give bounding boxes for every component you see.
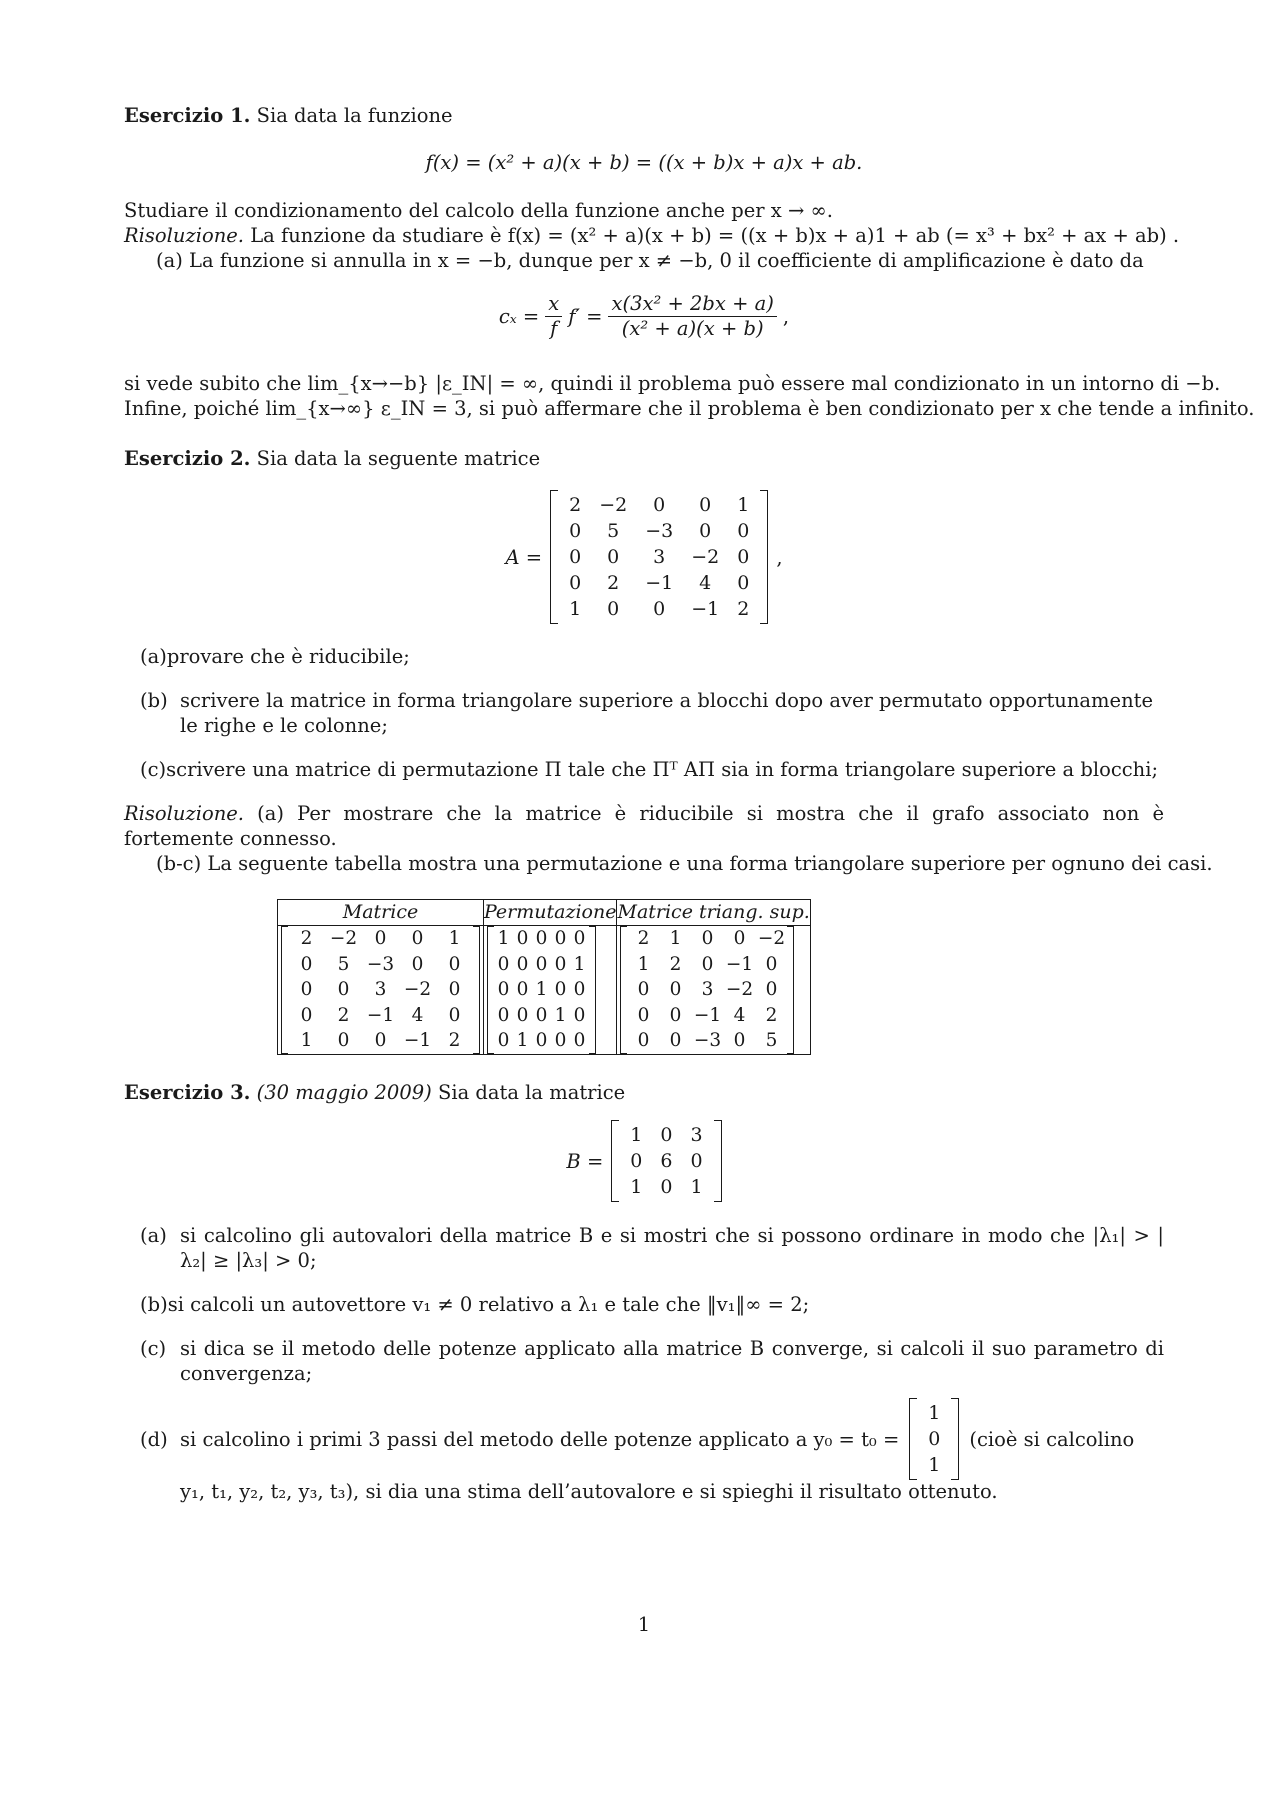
matrix-entry: 0 — [535, 928, 548, 949]
matrix-entry: 3 — [701, 979, 714, 1000]
item-label: (a) — [140, 645, 167, 668]
matrix-entry: 0 — [554, 928, 567, 949]
exercise-3-item-d-line-2: y₁, t₁, y₂, t₂, y₃, t₃), si dia una stima dell’autovalore e si spieghi il risultato ottenuto. — [180, 1480, 998, 1503]
matrix-row — [560, 518, 758, 544]
item-text: scrivere la matrice in forma triangolare superiore a blocchi dopo aver permutato opportunamente le righe e le colonne; — [180, 689, 1154, 737]
matrix-entry: 0 — [669, 1030, 682, 1051]
matrix-entry: −1 — [366, 1004, 395, 1026]
item-label: (a) — [140, 1224, 167, 1247]
matrix-row — [494, 977, 589, 1003]
item-text-after: (cioè si calcolino — [969, 1427, 1135, 1451]
left-bracket — [550, 490, 558, 624]
item-text: si calcoli un autovettore v₁ ≠ 0 relativo a λ₁ e tale che ‖v₁‖∞ = 2; — [167, 1293, 810, 1316]
matrix-entry: 1 — [630, 1124, 643, 1146]
matrix-entry: 1 — [669, 928, 682, 949]
page-number: 1 — [637, 1613, 651, 1636]
matrix-entry: 1 — [690, 1176, 703, 1198]
matrix-entry: 0 — [374, 928, 387, 949]
matrix-entry: 0 — [535, 1030, 548, 1051]
right-bracket — [951, 1398, 959, 1480]
matrix-entry: 0 — [497, 953, 510, 975]
exercise-1-line-2: Infine, poiché lim_{x→∞} ε_IN = 3, si può affermare che il problema è ben condizionato per x che tende a infinito. — [124, 397, 1255, 420]
matrix-entry: 6 — [660, 1150, 673, 1172]
matrix-row — [288, 1003, 473, 1029]
matrix-entry: 0 — [733, 1030, 746, 1051]
matrix-row — [288, 926, 473, 952]
solution-text: (a) Per mostrare che la matrice è riducibile si mostra che il grafo associato non è fortemente connesso. — [124, 802, 1164, 850]
table-cell-permutazione — [484, 926, 617, 1055]
matrix-entry: −3 — [366, 953, 395, 975]
matrix-row — [621, 1122, 711, 1148]
matrix-a-label: A = — [505, 545, 543, 569]
matrix-entry: 0 — [928, 1428, 941, 1450]
matrix-entry: 1 — [516, 1030, 529, 1051]
matrix-row — [494, 1028, 589, 1054]
exercise-3-item-a — [140, 1223, 1164, 1273]
matrix-entry: 0 — [573, 1004, 586, 1026]
cx-mid: f′ = — [568, 305, 603, 328]
matrix-entry: 0 — [573, 928, 586, 949]
matrix-entry: 0 — [300, 953, 313, 975]
item-label: (b) — [140, 1293, 168, 1316]
matrix-entry: 0 — [497, 1004, 510, 1026]
exercise-3-title: Esercizio 3. — [124, 1081, 251, 1104]
matrix-entry: 0 — [637, 1004, 650, 1026]
matrix-entry: 0 — [630, 1150, 643, 1172]
matrix-entry: 5 — [765, 1030, 778, 1051]
permutation-table — [277, 899, 811, 1055]
matrix-entry: −2 — [599, 494, 628, 516]
matrix-entry: 3 — [653, 546, 666, 568]
matrix-row — [560, 492, 758, 518]
matrix-entry: 0 — [374, 1030, 387, 1051]
matrix-entry: 0 — [411, 928, 424, 949]
table-header: Permutazione — [484, 900, 617, 926]
exercise-3-intro: Sia data la matrice — [437, 1081, 626, 1104]
exercise-3-date: (30 maggio 2009) — [256, 1081, 432, 1104]
exercise-2-item-b — [140, 688, 1164, 738]
matrix-entry: 1 — [928, 1402, 941, 1424]
table-header: Matrice — [278, 900, 484, 926]
matrix-entry: 0 — [411, 953, 424, 975]
exercise-1-line-1: si vede subito che lim_{x→−b} |ε_IN| = ∞, quindi il problema può essere mal condizionato in un intorno di −b. — [124, 372, 1221, 395]
exercise-1-task: Studiare il condizionamento del calcolo della funzione anche per x → ∞. — [124, 199, 833, 222]
matrix-entry: 2 — [637, 928, 650, 949]
matrix-entry: 2 — [337, 1004, 350, 1026]
matrix-row — [919, 1400, 949, 1426]
matrix-entry: 1 — [535, 979, 548, 1000]
item-label: (c) — [140, 758, 167, 781]
right-bracket — [760, 490, 768, 624]
matrix-entry: 2 — [737, 598, 750, 620]
matrix-entry: −1 — [725, 953, 754, 975]
matrix-entry: 0 — [554, 979, 567, 1000]
matrix-entry: 0 — [337, 1030, 350, 1051]
matrix-b-display — [124, 1120, 1164, 1202]
matrix-entry: 2 — [569, 494, 582, 516]
matrix-entry: 1 — [554, 1004, 567, 1026]
matrix-entry: 4 — [733, 1004, 746, 1026]
item-text: provare che è riducibile; — [166, 645, 410, 668]
item-label: (c) — [140, 1337, 167, 1360]
matrix-entry: 0 — [516, 953, 529, 975]
matrix-a-display — [124, 490, 1164, 624]
matrix-entry: 0 — [699, 520, 712, 542]
matrix-entry: 0 — [637, 979, 650, 1000]
matrix-entry: 1 — [573, 953, 586, 975]
matrix-entry: 0 — [535, 1004, 548, 1026]
matrix-entry: 1 — [300, 1030, 313, 1051]
matrix-entry: 2 — [607, 572, 620, 594]
matrix-row — [919, 1426, 949, 1452]
matrix-entry: 0 — [516, 1004, 529, 1026]
exercise-1-formula: f(x) = (x² + a)(x + b) = ((x + b)x + a)x + ab. — [425, 151, 863, 174]
exercise-2-solution-bc: (b-c) La seguente tabella mostra una permutazione e una forma triangolare superiore per ognuno dei casi. — [156, 852, 1213, 875]
matrix-entry: 1 — [737, 494, 750, 516]
matrix-entry: 0 — [569, 520, 582, 542]
right-bracket — [714, 1120, 722, 1202]
exercise-3-item-b — [140, 1292, 809, 1317]
matrix-entry: 2 — [669, 953, 682, 975]
fraction-x-over-f — [545, 292, 562, 341]
matrix-entry: 0 — [554, 1030, 567, 1051]
matrix-row — [919, 1452, 949, 1478]
item-text: scrivere una matrice di permutazione Π tale che Πᵀ AΠ sia in forma triangolare superiore a blocchi; — [166, 758, 1159, 781]
matrix-entry: 2 — [448, 1030, 461, 1051]
matrix-entry: −2 — [725, 979, 754, 1000]
matrix-entry: 0 — [448, 979, 461, 1000]
exercise-2-title: Esercizio 2. — [124, 447, 251, 470]
matrix-entry: 0 — [497, 979, 510, 1000]
matrix-entry: 3 — [374, 979, 387, 1000]
matrix-entry: −2 — [691, 546, 720, 568]
matrix-row — [627, 977, 787, 1003]
matrix-entry: 0 — [516, 928, 529, 949]
exercise-2-intro: Sia data la seguente matrice — [256, 447, 541, 470]
matrix-entry: 0 — [765, 979, 778, 1000]
matrix-entry: −1 — [691, 598, 720, 620]
left-bracket — [611, 1120, 619, 1202]
item-label: (b) — [140, 689, 168, 712]
matrix-entry: 0 — [300, 979, 313, 1000]
matrix-entry: 0 — [573, 979, 586, 1000]
matrix-entry: 0 — [733, 928, 746, 949]
matrix-entry: 2 — [765, 1004, 778, 1026]
matrix-row — [288, 1028, 473, 1054]
exercise-2-heading — [124, 446, 540, 471]
matrix-b-label: B = — [566, 1149, 604, 1173]
matrix-entry: −2 — [329, 928, 358, 949]
document-page — [124, 0, 1255, 1811]
vector-y0 — [909, 1398, 959, 1480]
matrix-entry: 0 — [554, 953, 567, 975]
matrix-row — [627, 926, 787, 952]
matrix-entry: 0 — [690, 1150, 703, 1172]
table-header: Matrice triang. sup. — [617, 900, 810, 926]
matrix-row — [627, 1028, 787, 1054]
matrix-entry: 0 — [669, 979, 682, 1000]
exercise-2-solution — [124, 801, 1164, 851]
matrix-a — [550, 490, 768, 624]
matrix-entry: 0 — [701, 953, 714, 975]
matrix-row — [560, 596, 758, 622]
amplification-coefficient-formula — [124, 292, 1164, 341]
matrix-entry: 0 — [660, 1176, 673, 1198]
matrix-entry: −2 — [403, 979, 432, 1000]
matrix-row — [621, 1174, 711, 1200]
matrix-row — [627, 1003, 787, 1029]
exercise-1-intro: Sia data la funzione — [256, 104, 453, 127]
matrix-entry: 5 — [607, 520, 620, 542]
item-text: si dica se il metodo delle potenze applicato alla matrice B converge, si calcoli il suo parametro di convergenza; — [180, 1337, 1164, 1385]
matrix-entry: 5 — [337, 953, 350, 975]
exercise-1-solution — [124, 223, 1179, 248]
matrix-entry: 0 — [765, 953, 778, 975]
matrix-row — [494, 926, 589, 952]
solution-label: Risoluzione. — [124, 802, 245, 825]
matrix-entry: −1 — [645, 572, 674, 594]
matrix-entry: 0 — [569, 572, 582, 594]
matrix-entry: 1 — [448, 928, 461, 949]
matrix-entry: −3 — [645, 520, 674, 542]
exercise-3-item-c — [140, 1336, 1164, 1386]
matrix-row — [288, 952, 473, 978]
matrix-entry: −2 — [757, 928, 786, 949]
matrix-entry: 0 — [737, 546, 750, 568]
exercise-3-heading — [124, 1080, 625, 1105]
matrix-entry: 0 — [448, 953, 461, 975]
matrix-entry: 0 — [607, 546, 620, 568]
fraction-numerator: x(3x² + 2bx + a) — [608, 292, 776, 317]
item-label: (d) — [140, 1427, 168, 1451]
matrix-entry: 0 — [569, 546, 582, 568]
matrix-entry: 3 — [690, 1124, 703, 1146]
matrix-row — [560, 570, 758, 596]
fraction-denominator: f — [550, 317, 558, 340]
matrix-entry: 0 — [573, 1030, 586, 1051]
table-cell-triangolare — [617, 926, 810, 1055]
fraction-derivative — [608, 292, 776, 341]
item-text: si calcolino gli autovalori della matrice B e si mostri che si possono ordinare in modo che |λ₁| > |λ₂| ≥ |λ₃| > 0; — [180, 1224, 1164, 1272]
matrix-row — [621, 1148, 711, 1174]
matrix-entry: 1 — [630, 1176, 643, 1198]
matrix-entry: 0 — [701, 928, 714, 949]
solution-text: La funzione da studiare è f(x) = (x² + a)(x + b) = ((x + b)x + a)1 + ab (= x³ + bx² + ax + ab) . — [250, 224, 1180, 247]
matrix-entry: 2 — [300, 928, 313, 949]
matrix-entry: 0 — [637, 1030, 650, 1051]
matrix-entry: 0 — [337, 979, 350, 1000]
matrix-entry: 0 — [300, 1004, 313, 1026]
left-bracket — [909, 1398, 917, 1480]
exercise-1-part-a: (a) La funzione si annulla in x = −b, dunque per x ≠ −b, 0 il coefficiente di amplificazione è dato da — [156, 249, 1144, 272]
matrix-row — [494, 1003, 589, 1029]
matrix-row — [288, 977, 473, 1003]
matrix-entry: 0 — [669, 1004, 682, 1026]
exercise-1-title: Esercizio 1. — [124, 104, 251, 127]
matrix-entry: 0 — [653, 598, 666, 620]
matrix-entry: 1 — [637, 953, 650, 975]
matrix-entry: −3 — [693, 1030, 722, 1051]
matrix-entry: 0 — [448, 1004, 461, 1026]
matrix-row — [494, 952, 589, 978]
matrix-a-end: , — [776, 545, 783, 569]
matrix-entry: 0 — [699, 494, 712, 516]
matrix-entry: 4 — [699, 572, 712, 594]
fraction-denominator: (x² + a)(x + b) — [621, 317, 764, 340]
exercise-3-item-d — [140, 1398, 1164, 1480]
matrix-entry: 4 — [411, 1004, 424, 1026]
matrix-entry: −1 — [693, 1004, 722, 1026]
matrix-entry: −1 — [403, 1030, 432, 1051]
matrix-entry: 0 — [516, 979, 529, 1000]
exercise-1-heading — [124, 103, 453, 128]
matrix-entry: 1 — [928, 1454, 941, 1476]
matrix-entry: 0 — [535, 953, 548, 975]
matrix-entry: 0 — [497, 1030, 510, 1051]
matrix-entry: 1 — [569, 598, 582, 620]
matrix-row — [560, 544, 758, 570]
cx-lhs: cₓ = — [498, 305, 540, 328]
exercise-2-item-c — [140, 757, 1158, 782]
exercise-2-item-a — [140, 644, 410, 669]
matrix-entry: 0 — [653, 494, 666, 516]
solution-label: Risoluzione. — [124, 224, 245, 247]
fraction-numerator: x — [545, 292, 562, 317]
matrix-entry: 1 — [497, 928, 510, 949]
matrix-entry: 0 — [737, 572, 750, 594]
matrix-entry: 0 — [660, 1124, 673, 1146]
item-text: si calcolino i primi 3 passi del metodo delle potenze applicato a y₀ = t₀ = — [180, 1427, 900, 1451]
matrix-row — [627, 952, 787, 978]
matrix-entry: 0 — [737, 520, 750, 542]
matrix-entry: 0 — [607, 598, 620, 620]
matrix-b — [611, 1120, 721, 1202]
table-cell-matrice — [278, 926, 484, 1055]
cx-end: , — [782, 305, 790, 328]
